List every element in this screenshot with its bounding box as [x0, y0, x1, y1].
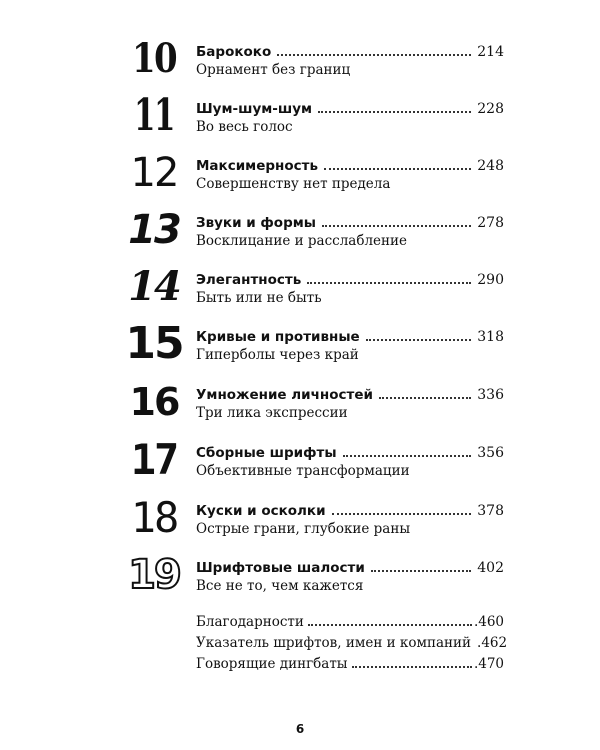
- leader-dots: [324, 168, 471, 170]
- leader-dots: [352, 666, 472, 668]
- toc-entry-12: [124, 150, 504, 206]
- chapter-subtitle: Восклицание и расслабление: [196, 233, 408, 249]
- toc-row: [196, 268, 504, 288]
- chapter-title[interactable]: Кривые и противные: [196, 329, 360, 345]
- toc-row: [196, 383, 504, 403]
- chapter-title[interactable]: Барококо: [196, 44, 272, 60]
- toc-row: [196, 556, 504, 576]
- page-number: .470: [473, 656, 504, 672]
- leader-dots: [277, 54, 471, 56]
- page-number: 290: [477, 272, 504, 288]
- chapter-title[interactable]: Звуки и формы: [196, 215, 316, 231]
- chapter-number-13: 13: [128, 207, 180, 253]
- toc-entry-18: [124, 493, 504, 551]
- chapter-title[interactable]: Сборные шрифты: [196, 445, 337, 461]
- chapter-number-17: 17: [130, 435, 178, 484]
- leader-dots: [318, 111, 471, 113]
- leader-dots: [322, 225, 471, 227]
- chapter-subtitle: Совершенству нет предела: [196, 176, 391, 192]
- back-matter-title[interactable]: Благодарности: [196, 614, 304, 630]
- page-number: .460: [473, 614, 504, 630]
- chapter-subtitle: Гиперболы через край: [196, 347, 359, 363]
- toc-row: [196, 154, 504, 174]
- leader-dots: [332, 513, 472, 515]
- toc-entry-14: [124, 263, 504, 320]
- leader-dots: [343, 455, 472, 457]
- chapter-number-19: 19: [128, 552, 180, 598]
- toc-row: [196, 97, 504, 117]
- chapter-title[interactable]: Шум-шум-шум: [196, 101, 313, 117]
- chapter-title[interactable]: Элегантность: [196, 272, 302, 288]
- toc-row: [196, 40, 504, 60]
- chapter-subtitle: Объективные трансформации: [196, 463, 410, 479]
- chapter-subtitle: Во весь голос: [196, 119, 293, 135]
- back-matter-entry: [196, 652, 504, 672]
- leader-dots: [308, 624, 472, 626]
- chapter-number-10: 10: [132, 35, 176, 82]
- page-number: 336: [477, 387, 504, 403]
- chapter-subtitle: Орнамент без границ: [196, 62, 351, 78]
- toc-row: [196, 325, 504, 345]
- chapter-number-16: 16: [129, 380, 179, 424]
- leader-dots: [371, 570, 471, 572]
- page-number: 248: [477, 158, 504, 174]
- page-number: 214: [477, 44, 504, 60]
- chapter-number-12: 12: [130, 150, 178, 196]
- back-matter-entry: [196, 610, 504, 630]
- chapter-title[interactable]: Куски и осколки: [196, 503, 326, 519]
- back-matter-title[interactable]: Указатель шрифтов, имен и компаний: [196, 635, 472, 651]
- toc-entry-17: [124, 435, 504, 493]
- back-matter-title[interactable]: Говорящие дингбаты: [196, 656, 348, 672]
- chapter-subtitle: Все не то, чем кажется: [196, 578, 364, 594]
- toc-entry-10: [124, 35, 504, 92]
- toc-row: [196, 441, 504, 461]
- toc-row: [196, 211, 504, 231]
- toc-entry-19: [124, 552, 504, 608]
- chapter-title[interactable]: Умножение личностей: [196, 387, 373, 403]
- chapter-number-14: 14: [128, 263, 180, 310]
- page-folio: 6: [295, 722, 305, 736]
- chapter-number-18: 18: [130, 493, 178, 542]
- toc-entry-16: [124, 380, 504, 435]
- page-number: 402: [477, 560, 504, 576]
- page-number: 378: [477, 503, 504, 519]
- toc-entry-11: [124, 90, 504, 149]
- toc-row: [196, 499, 504, 519]
- leader-dots: [379, 397, 471, 399]
- toc-entry-15: [124, 318, 504, 377]
- chapter-subtitle: Быть или не быть: [196, 290, 322, 306]
- chapter-title[interactable]: Максимерность: [196, 158, 318, 174]
- chapter-subtitle: Три лика экспрессии: [196, 405, 348, 421]
- page-number: .462: [477, 635, 508, 651]
- page-number: 228: [477, 101, 504, 117]
- chapter-title[interactable]: Шрифтовые шалости: [196, 560, 365, 576]
- leader-dots: [307, 282, 471, 284]
- chapter-number-15: 15: [125, 318, 183, 369]
- back-matter-entry: [196, 631, 508, 651]
- page-number: 278: [477, 215, 504, 231]
- leader-dots: [366, 339, 472, 341]
- toc-entry-13: [124, 207, 504, 263]
- chapter-subtitle: Острые грани, глубокие раны: [196, 521, 411, 537]
- chapter-number-11: 11: [133, 90, 175, 141]
- page-number: 318: [477, 329, 504, 345]
- page-number: 356: [477, 445, 504, 461]
